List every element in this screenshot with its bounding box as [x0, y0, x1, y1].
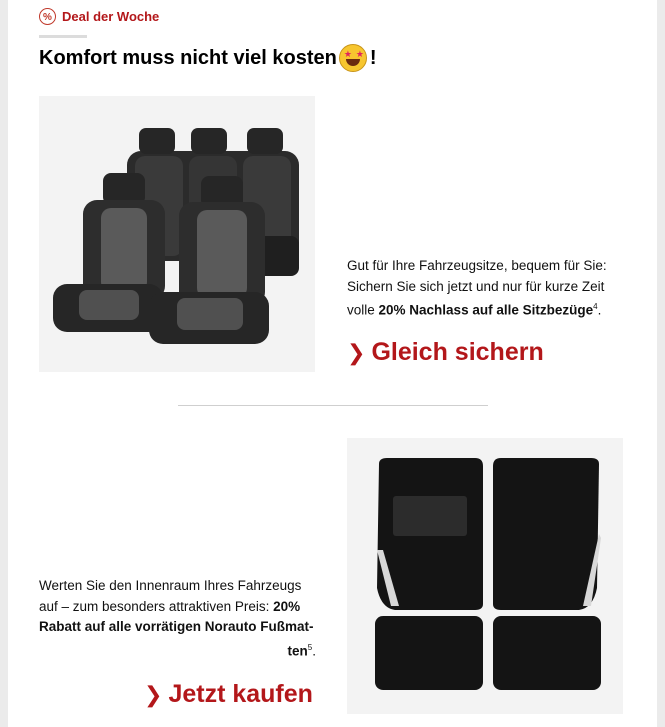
- offer2-footnote: 5: [307, 642, 313, 652]
- car-seat-covers-image[interactable]: [39, 96, 315, 372]
- cta1-label: Gleich sichern: [371, 338, 544, 366]
- section-divider: [178, 405, 488, 406]
- offer2-text-part1: Werten Sie den Innenraum Ihres Fahrzeugs auf – zum besonders attraktiven Preis:: [39, 578, 302, 614]
- offer2-text-bold: 20% Rabatt auf alle vorrätigen Norauto Fußmat-: [39, 598, 314, 634]
- deal-header: [39, 8, 159, 25]
- deal-underline: [39, 35, 87, 38]
- headline: [39, 44, 377, 72]
- chevron-right-icon: ❯: [144, 681, 163, 707]
- percent-icon: %: [39, 8, 56, 25]
- offer1-footnote: 4: [593, 302, 598, 311]
- offer2-text-end: .: [312, 643, 316, 658]
- offer1-text: [347, 256, 627, 321]
- deal-label: Deal der Woche: [62, 9, 160, 24]
- gleich-sichern-link[interactable]: [347, 338, 544, 367]
- car-floor-mats-image[interactable]: [347, 438, 623, 714]
- jetzt-kaufen-link[interactable]: [144, 680, 313, 709]
- email-card: [8, 0, 657, 727]
- offer1-text-bold: 20% Nachlass auf alle Sitzbezüge: [378, 302, 594, 318]
- star-struck-emoji-icon: ★ ★: [339, 44, 367, 72]
- offer2-text: [39, 576, 316, 662]
- chevron-right-icon: ❯: [347, 339, 366, 365]
- offer1-text-end: .: [597, 302, 602, 318]
- offer2-text-bold-2: ten: [287, 643, 308, 658]
- cta2-label: Jetzt kaufen: [168, 680, 313, 708]
- headline-text: Komfort muss nicht viel kosten: [39, 46, 337, 69]
- offer2-text-right: [39, 638, 316, 662]
- offer1-text-part1: Gut für Ihre Fahrzeugsitze, bequem für Sie: Sichern Sie sich jetzt und nur für kurze Zeit volle: [347, 258, 607, 318]
- headline-exclamation: !: [369, 46, 377, 69]
